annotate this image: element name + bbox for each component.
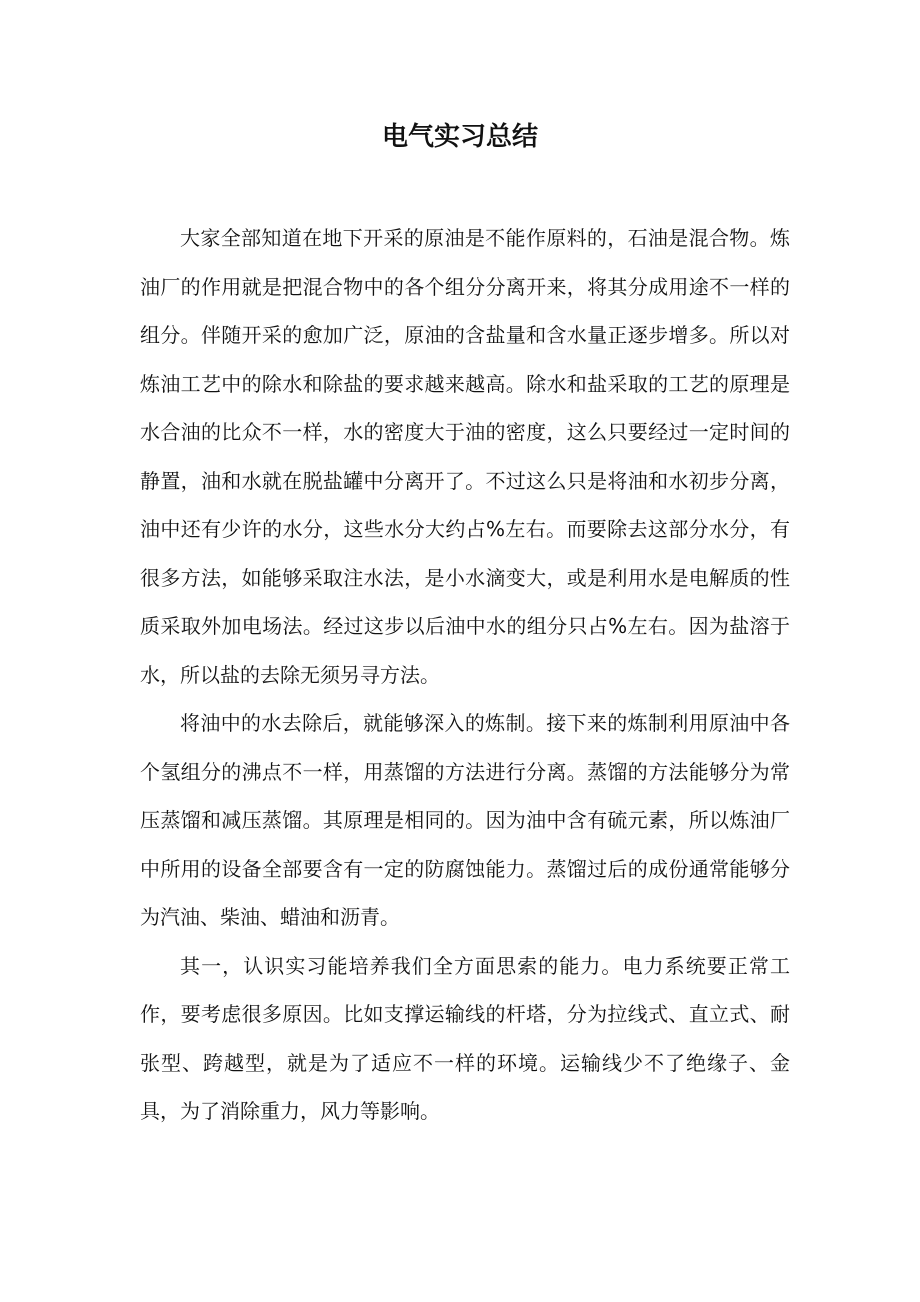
paragraph-3: 其一，认识实习能培养我们全方面思索的能力。电力系统要正常工作，要考虑很多原因。比如支撑运输线的杆塔，分为拉线式、直立式、耐张型、跨越型，就是为了适应不一样的环境。运输线少不了绝缘子、金具，为了消除重力，风力等影响。	[140, 953, 790, 1123]
paragraph-2: 将油中的水去除后，就能够深入的炼制。接下来的炼制利用原油中各个氢组分的沸点不一样，用蒸馏的方法进行分离。蒸馏的方法能够分为常压蒸馏和减压蒸馏。其原理是相同的。因为油中含有硫元素，所以炼油厂中所用的设备全部要含有一定的防腐蚀能力。蒸馏过后的成份通常能够分为汽油、柴油、蜡油和沥青。	[140, 711, 790, 929]
paragraph-1: 大家全部知道在地下开采的原油是不能作原料的，石油是混合物。炼油厂的作用就是把混合物中的各个组分分离开来，将其分成用途不一样的组分。伴随开采的愈加广泛，原油的含盐量和含水量正逐步增多。所以对炼油工艺中的除水和除盐的要求越来越高。除水和盐采取的工艺的原理是水合油的比众不一样，水的密度大于油的密度，这么只要经过一定时间的静置，油和水就在脱盐罐中分离开了。不过这么只是将油和水初步分离，油中还有少许的水分，这些水分大约占%左右。而要除去这部分水分，有很多方法，如能够采取注水法，是小水滴变大，或是利用水是电解质的性质采取外加电场法。经过这步以后油中水的组分只占%左右。因为盐溶于水，所以盐的去除无须另寻方法。	[140, 226, 790, 687]
document-title: 电气实习总结	[381, 122, 538, 152]
document-body	[140, 214, 790, 1136]
